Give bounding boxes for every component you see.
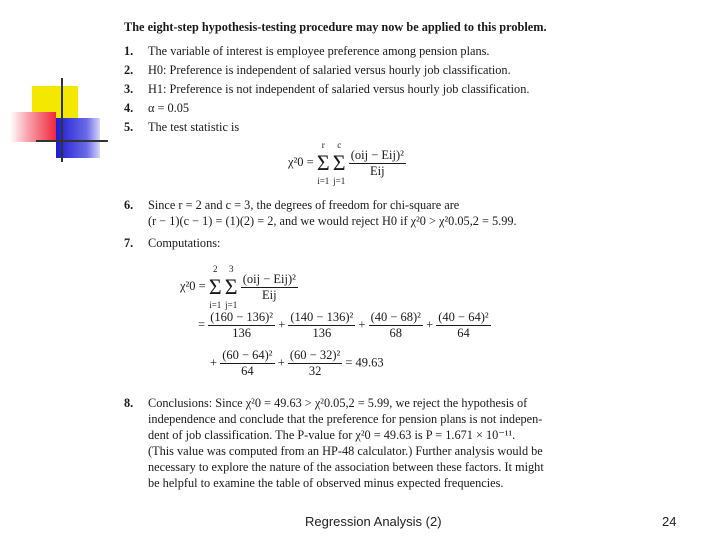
sum-i bbox=[317, 140, 330, 186]
step-number: 1. bbox=[124, 44, 134, 58]
term-1 bbox=[208, 310, 275, 341]
numerator: (140 − 136)² bbox=[290, 310, 354, 324]
conclusion-line-1: Conclusions: Since χ²0 = 49.63 > χ²0.05,2 = 5.99, we reject the hypothesis of bbox=[148, 396, 528, 410]
term-6 bbox=[288, 348, 342, 379]
term-5 bbox=[220, 348, 274, 379]
numerator: (40 − 68)² bbox=[370, 310, 421, 324]
step-text: Computations: bbox=[148, 236, 221, 250]
sum-j bbox=[333, 140, 346, 186]
conclusion-line-4: (This value was computed from an HP-48 calculator.) Further analysis would be bbox=[148, 444, 543, 458]
numerator: (60 − 64)² bbox=[222, 348, 273, 362]
red-square bbox=[10, 112, 56, 142]
denominator: Eij bbox=[262, 287, 277, 302]
step-number: 7. bbox=[124, 236, 134, 250]
sigma-symbol: Σ bbox=[316, 150, 330, 175]
fraction bbox=[241, 272, 298, 303]
sum-bottom: i=1 bbox=[209, 300, 222, 310]
test-statistic-formula bbox=[288, 140, 406, 186]
scanned-page bbox=[118, 12, 588, 494]
numerator: (60 − 32)² bbox=[289, 348, 341, 362]
formula-lhs: χ²0 = bbox=[288, 154, 314, 169]
denominator: 136 bbox=[232, 326, 251, 340]
step-text: The test statistic is bbox=[148, 120, 240, 134]
denominator: 64 bbox=[457, 326, 470, 340]
step-text-line-2: (r − 1)(c − 1) = (1)(2) = 2, and we would reject H0 if χ²0 > χ²0.05,2 = 5.99. bbox=[148, 214, 517, 228]
term-4 bbox=[436, 310, 490, 341]
computation-formula bbox=[180, 264, 298, 310]
denominator: 64 bbox=[241, 364, 254, 378]
denominator: Eij bbox=[370, 163, 385, 178]
result: = 49.63 bbox=[345, 355, 384, 370]
numerator: (40 − 64)² bbox=[438, 310, 489, 324]
step-number: 5. bbox=[124, 120, 134, 134]
sum-top: 2 bbox=[213, 264, 218, 274]
step-text: The variable of interest is employee preference among pension plans. bbox=[148, 44, 490, 58]
step-text: H1: Preference is not independent of salaried versus hourly job classification. bbox=[148, 82, 530, 96]
horizontal-rule bbox=[36, 140, 108, 142]
intro-text: The eight-step hypothesis-testing procedure may now be applied to this problem. bbox=[124, 20, 547, 34]
decorative-squares bbox=[0, 0, 120, 170]
sum-top: r bbox=[321, 140, 325, 150]
sum-j bbox=[225, 264, 238, 310]
conclusion-line-5: necessary to explore the nature of the association between these factors. It might bbox=[148, 460, 544, 474]
term-3 bbox=[369, 310, 423, 341]
step-number: 4. bbox=[124, 101, 134, 115]
numerator: (oij − Eij)² bbox=[350, 147, 404, 162]
sum-i bbox=[209, 264, 222, 310]
step-text-line-1: Since r = 2 and c = 3, the degrees of freedom for chi-square are bbox=[148, 198, 460, 212]
sigma-symbol: Σ bbox=[208, 274, 222, 299]
sum-top: 3 bbox=[228, 264, 234, 274]
denominator: 32 bbox=[308, 364, 322, 378]
conclusion-line-6: be helpful to examine the table of observed minus expected frequencies. bbox=[148, 476, 504, 490]
sigma-symbol: Σ bbox=[332, 150, 346, 175]
sigma-symbol: Σ bbox=[224, 274, 238, 299]
step-text: α = 0.05 bbox=[148, 101, 190, 115]
step-number: 3. bbox=[124, 82, 134, 96]
computation-row-1: = $\frac{\text{(160 − 136)²}}{136}$ + $\frac{\text{(140 − 136)²}}{136}$ + $\frac{\text{(40 − 68)²}}{68}$ + $\frac{\text{(40 − 64)²}}{64}$ bbox=[198, 310, 489, 340]
fraction bbox=[349, 148, 406, 179]
formula-lhs: χ²0 = bbox=[180, 278, 206, 293]
conclusion-line-2: independence and conclude that the preference for pension plans is not indepen- bbox=[148, 412, 543, 426]
denominator: 136 bbox=[312, 326, 332, 340]
conclusion-line-3: dent of job classification. The P-value for χ²0 = 49.63 is P = 1.671 × 10⁻¹¹. bbox=[148, 428, 516, 442]
computation-row-2: + $\frac{\text{(60 − 64)²}}{64}$ + $\frac{\text{(60 − 32)²}}{32}$ = 49.63 bbox=[210, 348, 384, 378]
step-number: 6. bbox=[124, 198, 134, 212]
sum-bottom: j=1 bbox=[333, 176, 346, 186]
sum-bottom: i=1 bbox=[317, 176, 330, 186]
footer-title: Regression Analysis (2) bbox=[305, 514, 442, 529]
step-text: H0: Preference is independent of salaried versus hourly job classification. bbox=[148, 63, 511, 77]
numerator: (160 − 136)² bbox=[210, 310, 274, 324]
step-number: 2. bbox=[124, 63, 134, 77]
page-number: 24 bbox=[662, 514, 677, 529]
sum-top: c bbox=[337, 140, 342, 150]
denominator: 68 bbox=[389, 326, 402, 340]
numerator: (oij − Eij)² bbox=[242, 271, 296, 286]
term-2 bbox=[288, 310, 355, 341]
vertical-rule bbox=[61, 78, 63, 162]
sum-bottom: j=1 bbox=[225, 300, 238, 310]
step-number: 8. bbox=[124, 396, 134, 410]
